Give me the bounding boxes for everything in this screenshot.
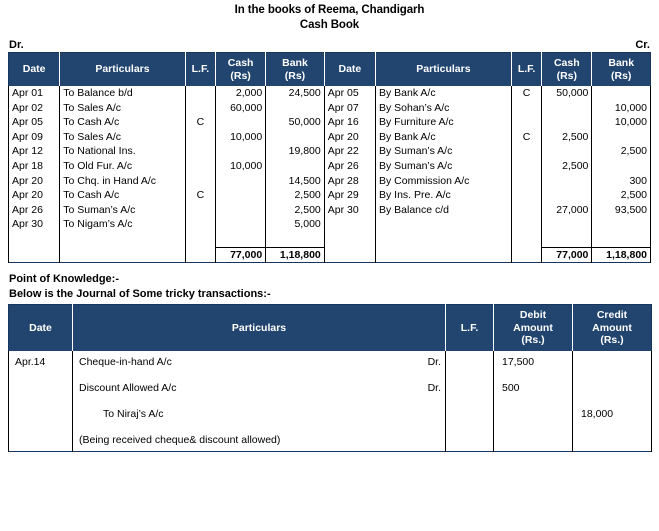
- cell-lf-debit: C: [185, 188, 215, 203]
- spacer-cash-debit: [216, 232, 266, 247]
- table-row: [9, 130, 651, 145]
- debit-credit-labels: [8, 38, 651, 52]
- cell-bank-credit: 10,000: [592, 115, 651, 130]
- cash-book-body: [9, 86, 651, 263]
- cell-bank-debit: 50,000: [266, 115, 325, 130]
- cell-date-credit: Apr 16: [324, 115, 375, 130]
- journal-cell-particulars: [73, 351, 446, 452]
- table-row: [9, 115, 651, 130]
- table-row: [9, 101, 651, 116]
- cell-date-debit: Apr 12: [9, 144, 60, 159]
- journal-cell-credit-amount-line: 18,000: [581, 408, 614, 421]
- cell-lf-debit: [185, 217, 215, 232]
- cell-bank-debit: 19,800: [266, 144, 325, 159]
- cell-cash-debit: 10,000: [216, 159, 266, 174]
- col-header-cash-debit-line2: (Rs): [230, 69, 251, 82]
- cell-lf-debit: [185, 159, 215, 174]
- journal-col-header-debit-line3: (Rs.): [521, 334, 545, 347]
- journal-particulars-line: [79, 355, 441, 369]
- col-header-bank-credit: [592, 53, 651, 87]
- col-header-bank-credit-line1: Bank: [608, 57, 635, 69]
- cell-date-credit: Apr 05: [324, 86, 375, 101]
- col-header-cash-credit-line1: Cash: [553, 57, 580, 69]
- page-title: In the books of Reema, Chandigarh: [234, 4, 425, 16]
- col-header-cash-credit-line2: (Rs): [556, 69, 578, 82]
- cell-lf-credit: C: [511, 130, 541, 145]
- cell-bank-credit: [592, 86, 651, 101]
- cell-date-credit: Apr 07: [324, 101, 375, 116]
- journal-col-header-credit-amount: [573, 305, 652, 352]
- cell-lf-debit: [185, 101, 215, 116]
- cell-cash-credit: [542, 174, 592, 189]
- journal-col-header-particulars: Particulars: [73, 305, 446, 352]
- journal-col-header-debit-amount: [494, 305, 573, 352]
- table-row: [9, 203, 651, 218]
- spacer-particulars-credit: [375, 232, 511, 247]
- cell-lf-credit: C: [511, 86, 541, 101]
- cell-bank-debit: 2,500: [266, 203, 325, 218]
- cell-cash-debit: [216, 174, 266, 189]
- cell-date-debit: Apr 26: [9, 203, 60, 218]
- journal-entry-row: [9, 351, 652, 452]
- total-bank-credit: 1,18,800: [592, 247, 651, 263]
- cell-particulars-credit: By Suman’s A/c: [375, 159, 511, 174]
- cell-lf-debit: [185, 174, 215, 189]
- dr-label: Dr.: [9, 39, 24, 51]
- cell-cash-credit: 2,500: [542, 130, 592, 145]
- journal-col-header-credit-line2: Amount: [592, 321, 632, 334]
- spacer-lf-credit: [511, 232, 541, 247]
- cell-cash-credit: 27,000: [542, 203, 592, 218]
- cell-cash-credit: [542, 115, 592, 130]
- cell-lf-debit: [185, 144, 215, 159]
- journal-particulars-line: [79, 407, 441, 421]
- spacer-particulars-debit: [60, 232, 185, 247]
- cell-cash-credit: [542, 188, 592, 203]
- journal-table: [8, 304, 652, 452]
- spacer-cash-credit: [542, 232, 592, 247]
- total-blank-lf-credit: [511, 247, 541, 263]
- point-of-knowledge-heading: Point of Knowledge:-: [9, 273, 119, 286]
- col-header-date-credit: Date: [324, 53, 375, 87]
- journal-cell-debit-amount-line: 500: [502, 382, 520, 395]
- journal-account-name: (Being received cheque& discount allowed): [79, 434, 281, 447]
- cell-date-debit: Apr 30: [9, 217, 60, 232]
- cell-date-debit: Apr 20: [9, 174, 60, 189]
- journal-cell-date: Apr.14: [9, 351, 73, 452]
- cell-particulars-credit: By Balance c/d: [375, 203, 511, 218]
- total-blank-date-credit: [324, 247, 375, 263]
- cell-lf-credit: [511, 203, 541, 218]
- cell-lf-credit: [511, 115, 541, 130]
- total-cash-debit: 77,000: [216, 247, 266, 263]
- journal-col-header-lf: L.F.: [446, 305, 494, 352]
- cash-book-table: [8, 52, 651, 263]
- cell-cash-debit: 60,000: [216, 101, 266, 116]
- cell-date-credit: Apr 29: [324, 188, 375, 203]
- spacer-bank-debit: [266, 232, 325, 247]
- col-header-particulars-debit: Particulars: [60, 53, 185, 87]
- journal-col-header-debit-line2: Amount: [513, 321, 553, 334]
- cell-cash-debit: [216, 203, 266, 218]
- cell-lf-credit: [511, 174, 541, 189]
- col-header-bank-debit-line1: Bank: [282, 57, 308, 69]
- cell-cash-credit: [542, 101, 592, 116]
- cell-bank-debit: [266, 101, 325, 116]
- col-header-cash-debit-line1: Cash: [227, 57, 254, 69]
- cell-bank-credit: 2,500: [592, 144, 651, 159]
- cell-cash-debit: [216, 144, 266, 159]
- col-header-lf-credit: L.F.: [511, 53, 541, 87]
- journal-col-header-credit-line1: Credit: [596, 309, 628, 322]
- journal-cell-debit-amount-line: 17,500: [502, 356, 535, 369]
- cell-bank-debit: 24,500: [266, 86, 325, 101]
- cell-particulars-debit: To Suman’s A/c: [60, 203, 185, 218]
- cell-bank-debit: 14,500: [266, 174, 325, 189]
- cell-particulars-credit: By Furniture A/c: [375, 115, 511, 130]
- cell-particulars-debit: To Old Fur. A/c: [60, 159, 185, 174]
- table-row: [9, 188, 651, 203]
- spacer-lf-debit: [185, 232, 215, 247]
- cell-particulars-debit: To Nigam’s A/c: [60, 217, 185, 232]
- cell-cash-debit: 10,000: [216, 130, 266, 145]
- col-header-bank-debit-line2: (Rs): [284, 69, 306, 82]
- journal-account-name: To Niraj’s A/c: [103, 408, 164, 421]
- cell-particulars-debit: To Balance b/d: [60, 86, 185, 101]
- journal-header-row: [9, 305, 652, 352]
- cell-date-credit: Apr 30: [324, 203, 375, 218]
- journal-dr-marker: Dr.: [427, 356, 441, 369]
- cr-label: Cr.: [635, 39, 650, 51]
- cell-bank-credit: [592, 130, 651, 145]
- cell-lf-credit: [511, 188, 541, 203]
- col-header-bank-credit-line2: (Rs): [610, 69, 632, 82]
- cell-lf-credit: [511, 217, 541, 232]
- cell-date-debit: Apr 18: [9, 159, 60, 174]
- table-row: [9, 217, 651, 232]
- col-header-lf-debit: L.F.: [185, 53, 215, 87]
- point-of-knowledge-subheading: Below is the Journal of Some tricky transactions:-: [9, 287, 271, 300]
- cell-particulars-debit: To Sales A/c: [60, 130, 185, 145]
- col-header-particulars-credit: Particulars: [375, 53, 511, 87]
- cell-lf-credit: [511, 159, 541, 174]
- journal-wrapper: [8, 304, 651, 452]
- cell-date-debit: Apr 05: [9, 115, 60, 130]
- cell-lf-debit: C: [185, 115, 215, 130]
- table-spacer-row: [9, 232, 651, 247]
- journal-particulars-line: [79, 433, 441, 447]
- cell-date-credit: [324, 217, 375, 232]
- cell-particulars-credit: By Ins. Pre. A/c: [375, 188, 511, 203]
- cell-bank-credit: 93,500: [592, 203, 651, 218]
- cell-bank-debit: [266, 159, 325, 174]
- cell-lf-credit: [511, 101, 541, 116]
- cell-cash-credit: 2,500: [542, 159, 592, 174]
- total-cash-credit: 77,000: [542, 247, 592, 263]
- cell-particulars-credit: By Suman’s A/c: [375, 144, 511, 159]
- total-blank-lf-debit: [185, 247, 215, 263]
- cell-cash-credit: 50,000: [542, 86, 592, 101]
- cell-particulars-debit: To National Ins.: [60, 144, 185, 159]
- totals-row: [9, 247, 651, 263]
- cell-lf-debit: [185, 203, 215, 218]
- journal-col-header-credit-line3: (Rs.): [600, 334, 624, 347]
- cell-date-credit: Apr 28: [324, 174, 375, 189]
- table-row: [9, 174, 651, 189]
- cell-date-credit: Apr 26: [324, 159, 375, 174]
- page-subtitle: Cash Book: [299, 19, 360, 31]
- cell-particulars-credit: By Bank A/c: [375, 86, 511, 101]
- col-header-bank-debit: [266, 53, 325, 87]
- total-blank-particulars-debit: [60, 247, 185, 263]
- journal-cell-lf: [446, 351, 494, 452]
- cell-particulars-credit: By Sohan’s A/c: [375, 101, 511, 116]
- col-header-date-debit: Date: [9, 53, 60, 87]
- cell-particulars-credit: By Commission A/c: [375, 174, 511, 189]
- cell-cash-credit: [542, 217, 592, 232]
- journal-col-header-date: Date: [9, 305, 73, 352]
- cell-date-credit: Apr 20: [324, 130, 375, 145]
- cell-particulars-debit: To Cash A/c: [60, 188, 185, 203]
- cash-book-header-row: [9, 53, 651, 87]
- table-row: [9, 159, 651, 174]
- journal-account-name: Discount Allowed A/c: [79, 382, 177, 395]
- cell-bank-credit: [592, 217, 651, 232]
- cell-bank-credit: 2,500: [592, 188, 651, 203]
- cell-bank-credit: 300: [592, 174, 651, 189]
- cell-cash-debit: [216, 217, 266, 232]
- journal-particulars-line: [79, 381, 441, 395]
- cell-bank-debit: [266, 130, 325, 145]
- cell-particulars-debit: To Cash A/c: [60, 115, 185, 130]
- total-bank-debit: 1,18,800: [266, 247, 325, 263]
- spacer-date-debit: [9, 232, 60, 247]
- cell-date-debit: Apr 01: [9, 86, 60, 101]
- journal-col-header-debit-line1: Debit: [519, 309, 547, 322]
- cell-particulars-credit: [375, 217, 511, 232]
- cell-cash-debit: [216, 188, 266, 203]
- spacer-date-credit: [324, 232, 375, 247]
- cell-bank-credit: 10,000: [592, 101, 651, 116]
- total-blank-date-debit: [9, 247, 60, 263]
- journal-account-name: Cheque-in-hand A/c: [79, 356, 172, 369]
- cell-particulars-debit: To Sales A/c: [60, 101, 185, 116]
- cell-date-debit: Apr 02: [9, 101, 60, 116]
- journal-dr-marker: Dr.: [427, 382, 441, 395]
- cell-lf-debit: [185, 86, 215, 101]
- cell-cash-debit: [216, 115, 266, 130]
- col-header-cash-credit: [542, 53, 592, 87]
- table-row: [9, 86, 651, 101]
- cell-bank-credit: [592, 159, 651, 174]
- cell-bank-debit: 2,500: [266, 188, 325, 203]
- cell-particulars-credit: By Bank A/c: [375, 130, 511, 145]
- spacer-bank-credit: [592, 232, 651, 247]
- cell-date-credit: Apr 22: [324, 144, 375, 159]
- journal-cell-debit-amount: [494, 351, 573, 452]
- journal-body: [9, 351, 652, 452]
- total-blank-particulars-credit: [375, 247, 511, 263]
- cell-particulars-debit: To Chq. in Hand A/c: [60, 174, 185, 189]
- cell-date-debit: Apr 09: [9, 130, 60, 145]
- table-row: [9, 144, 651, 159]
- col-header-cash-debit: [216, 53, 266, 87]
- cell-bank-debit: 5,000: [266, 217, 325, 232]
- cell-cash-debit: 2,000: [216, 86, 266, 101]
- cell-lf-credit: [511, 144, 541, 159]
- cell-date-debit: Apr 20: [9, 188, 60, 203]
- cell-lf-debit: [185, 130, 215, 145]
- cell-cash-credit: [542, 144, 592, 159]
- journal-cell-credit-amount: [573, 351, 652, 452]
